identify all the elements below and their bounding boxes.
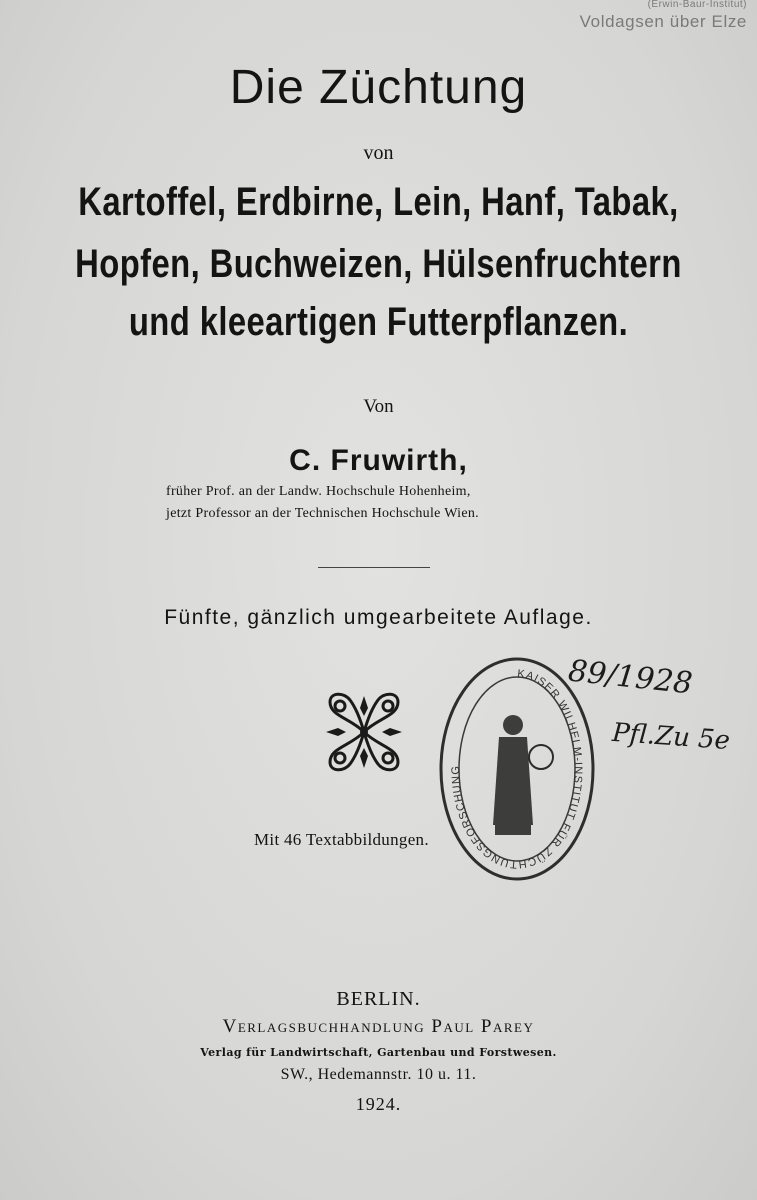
handwritten-shelfmark: Pfl.Zu 5e bbox=[611, 717, 732, 757]
subject-line-2: Hopfen, Buchweizen, Hülsenfruchtern bbox=[75, 242, 682, 286]
imprint-address: SW., Hedemannstr. 10 u. 11. bbox=[280, 1066, 477, 1083]
author-affiliation-2: jetzt Professor an der Technischen Hochschule Wien. bbox=[166, 506, 479, 521]
by-label: Von bbox=[363, 396, 394, 417]
library-stamp-line2: Voldagsen über Elze bbox=[579, 12, 747, 31]
illustrations-note: Mit 46 Textabbildungen. bbox=[254, 830, 429, 849]
library-stamp-line1: (Erwin-Baur-Institut) bbox=[647, 0, 747, 10]
imprint-year: 1924. bbox=[355, 1094, 402, 1114]
imprint-publisher: Verlagsbuchhandlung Paul Parey bbox=[222, 1016, 535, 1037]
institute-oval-stamp bbox=[437, 655, 597, 885]
printer-ornament-icon bbox=[320, 688, 408, 776]
imprint-subtitle: Verlag für Landwirtschaft, Gartenbau und Forstwesen. bbox=[200, 1046, 557, 1059]
library-stamp bbox=[537, 0, 747, 32]
author-name: C. Fruwirth, bbox=[289, 444, 468, 477]
von-connector: von bbox=[363, 142, 394, 164]
author-affiliation-1: früher Prof. an der Landw. Hochschule Hohenheim, bbox=[166, 484, 471, 499]
subject-line-1: Kartoffel, Erdbirne, Lein, Hanf, Tabak, bbox=[78, 180, 679, 224]
oval-stamp-text: KAISER WILHELM-INSTITUT FÜR ZÜCHTUNGSFORSCHUNG bbox=[449, 667, 584, 871]
book-title: Die Züchtung bbox=[229, 61, 528, 114]
imprint-city: BERLIN. bbox=[336, 988, 421, 1010]
divider-rule bbox=[318, 567, 430, 568]
edition-note: Fünfte, gänzlich umgearbeitete Auflage. bbox=[164, 606, 593, 629]
handwritten-accession: 89/1928 bbox=[566, 653, 695, 702]
subject-line-3: und kleeartigen Futterpflanzen. bbox=[128, 300, 629, 344]
